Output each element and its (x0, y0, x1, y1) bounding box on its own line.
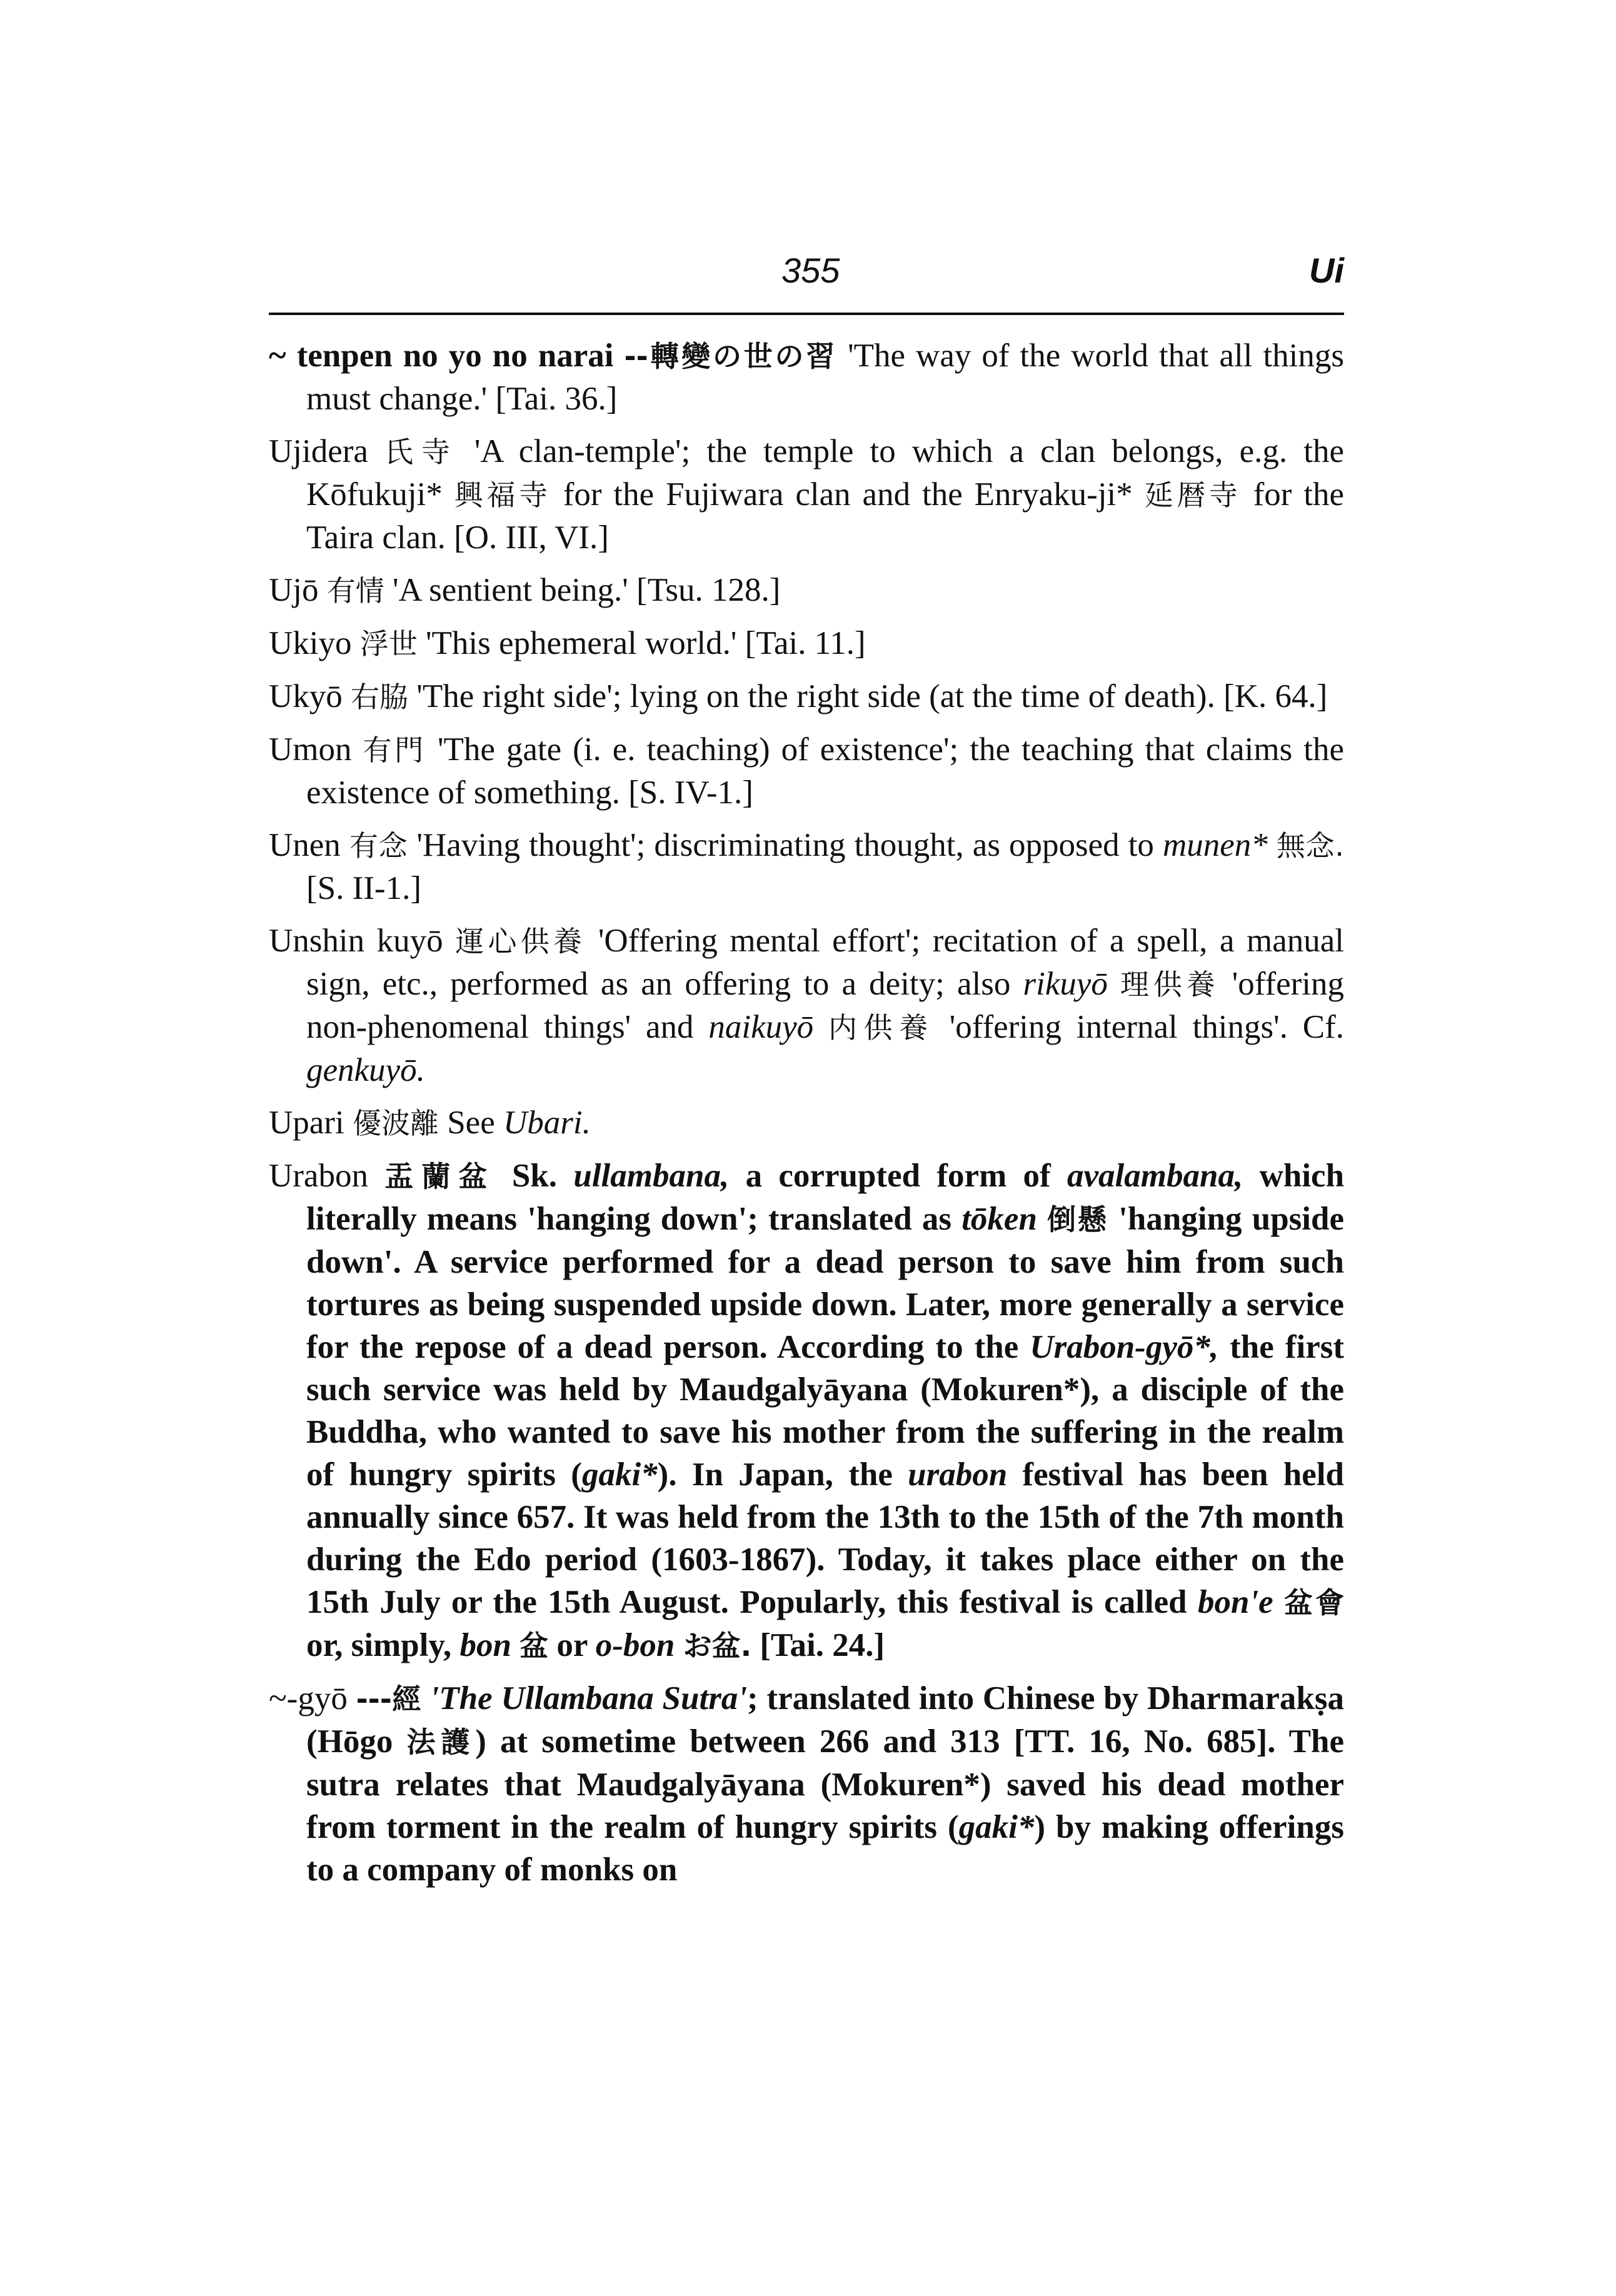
term: avalambana, (1067, 1158, 1243, 1194)
cross-reference: munen* (1162, 827, 1268, 863)
term: urabon (908, 1456, 1008, 1493)
cross-reference: genkuyō. (306, 1052, 425, 1088)
text: Sk. (511, 1158, 558, 1194)
term: naikuyō (708, 1009, 814, 1045)
running-head: Ui (1309, 251, 1344, 290)
text: ). In Japan, the (657, 1456, 893, 1493)
kanji: 倒懸 (1047, 1203, 1108, 1236)
term: o-bon (595, 1627, 675, 1663)
text: festival has been held annually since 657. It was held from the 13th to the 15th of the 7th month during the Edo period (1603-1867). Today, it takes place either on the 15th July or the 15th August. Popularly, this festival is called (306, 1456, 1345, 1620)
term: ullambana, (573, 1158, 730, 1194)
definition: 'Offering mental effort'; recitation of a spell, a manual sign, etc., performed as an offering to a deity; also (306, 923, 1345, 1002)
kanji: 無念. (1276, 829, 1345, 863)
cross-reference: gaki* (958, 1809, 1035, 1845)
kanji: 右脇 (351, 680, 409, 714)
entry-tenpen (269, 334, 1344, 420)
headword: ~ tenpen no yo no narai (269, 338, 614, 374)
kanji: --轉變の世の習 (624, 339, 838, 373)
kanji: 興福寺 (454, 478, 551, 512)
citation: [Tai. 24.] (760, 1627, 885, 1663)
kanji: 内供養 (828, 1011, 935, 1045)
entry-umon (269, 728, 1344, 814)
definition: 'offering non-phenomenal things' and (306, 966, 1345, 1045)
text: 'hanging upside down'. A service performed for a dead person to save him from such tortures as being suspended upside down. Later, more generally a service for the repose of a dead person. According to the (306, 1201, 1345, 1365)
kanji: 盂蘭盆 (384, 1160, 496, 1193)
kanji: 法護 (406, 1725, 476, 1759)
headword: Unshin kuyō (269, 923, 443, 959)
definition: 'The way of the world that all things must change.' [Tai. 36.] (306, 338, 1345, 417)
kanji: 理供養 (1120, 968, 1220, 1001)
entry-unen (269, 824, 1344, 910)
headword: Ukiyo (269, 625, 352, 661)
cross-reference: Ubari. (503, 1105, 591, 1141)
definition: 'This ephemeral world.' [Tai. 11.] (426, 625, 866, 661)
term: tōken (961, 1201, 1037, 1237)
text: ) by making offerings to a company of monks on (306, 1809, 1344, 1888)
kanji: ---經 (356, 1682, 421, 1716)
definition: [S. II-1.] (306, 870, 421, 906)
kanji: 有門 (363, 733, 426, 767)
definition: 'A clan-temple'; the temple to which a clan belongs, e.g. the Kōfukuji* (306, 433, 1344, 513)
kanji: 延暦寺 (1144, 478, 1242, 512)
text: ) at sometime between 266 and 313 [TT. 16, No. 685]. The sutra relates that Maudgalyāyana (Mokuren*) saved his dead mother from torment in the realm of hungry spirits ( (306, 1723, 1345, 1845)
entry-urabon-gyo (269, 1677, 1344, 1891)
headword: Ukyō (269, 678, 343, 714)
dictionary-entries (269, 334, 1344, 1901)
headword: Urabon (269, 1158, 368, 1194)
term: bon'e (1197, 1584, 1273, 1620)
text: ; translated into Chinese by Dharmarakṣa (Hōgo (306, 1680, 1344, 1760)
kanji: 浮世 (359, 627, 418, 661)
definition: for the Fujiwara clan and the Enryaku-ji* (563, 476, 1133, 513)
headword: Ujidera (269, 433, 368, 469)
entry-ukyo (269, 675, 1344, 718)
kanji: 氏寺 (384, 435, 458, 469)
entry-urabon (269, 1155, 1344, 1667)
headword: Unen (269, 827, 341, 863)
term: bon (459, 1627, 511, 1663)
definition: 'The right side'; lying on the right side (at the time of death). [K. 64.] (416, 678, 1328, 714)
text: or (556, 1627, 588, 1663)
definition: 'The gate (i. e. teaching) of existence'; the teaching that claims the existence of something. [S. IV-1.] (306, 731, 1344, 811)
headword: Ujō (269, 572, 319, 608)
definition: 'Having thought'; discriminating thought, as opposed to (416, 827, 1154, 863)
definition: 'offering internal things'. Cf. (949, 1009, 1345, 1045)
cross-reference: gaki* (581, 1456, 658, 1493)
entry-unshin-kuyo (269, 920, 1344, 1091)
entry-upari (269, 1101, 1344, 1145)
definition: for the Taira clan. [O. III, VI.] (306, 476, 1345, 556)
cross-reference: Urabon-gyō*, (1030, 1329, 1219, 1365)
title: 'The Ullambana Sutra' (429, 1680, 748, 1717)
kanji: 盆 (519, 1629, 549, 1663)
kanji: お盆. (683, 1629, 752, 1663)
kanji: 優波離 (352, 1106, 439, 1140)
headword: Umon (269, 731, 352, 768)
page-header (269, 250, 1344, 300)
text: which literally means 'hanging down'; translated as (306, 1158, 1345, 1237)
header-rule (269, 313, 1344, 315)
entry-ujidera (269, 430, 1344, 559)
page-number: 355 (781, 251, 840, 290)
kanji: 有念 (349, 829, 408, 863)
kanji: 有情 (326, 574, 384, 608)
entry-ujo (269, 569, 1344, 612)
text: a corrupted form of (745, 1158, 1051, 1194)
text: the first such service was held by Maudgalyāyana (Mokuren*), a disciple of the Buddha, who wanted to save his mother from the suffering in the realm of hungry spirits ( (306, 1329, 1344, 1493)
kanji: 運心供養 (455, 925, 586, 958)
definition: 'A sentient being.' [Tsu. 128.] (393, 572, 781, 608)
headword: ~-gyō (269, 1680, 348, 1717)
definition: See (447, 1105, 495, 1141)
term: rikuyō (1023, 966, 1108, 1002)
text: or, simply, (306, 1627, 452, 1663)
entry-ukiyo (269, 622, 1344, 665)
kanji: 盆會 (1284, 1586, 1345, 1620)
headword: Upari (269, 1105, 344, 1141)
